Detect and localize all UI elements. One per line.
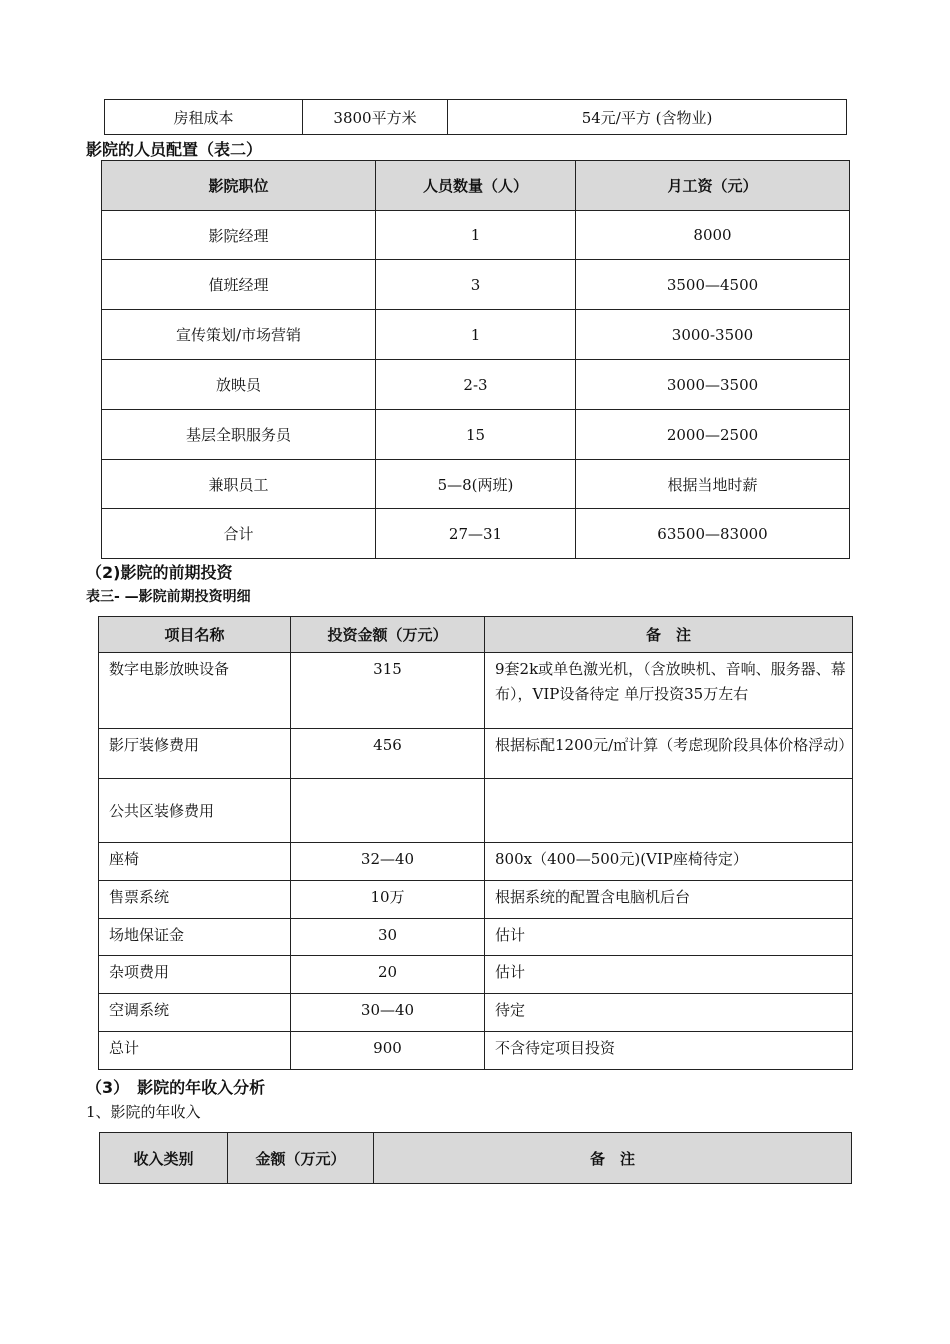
- table-cell: [291, 779, 485, 843]
- table-row: [102, 310, 850, 360]
- table-cell: 1: [376, 211, 576, 260]
- table-row: [99, 843, 853, 881]
- table-cell: 数字电影放映设备: [99, 653, 291, 729]
- table-cell: 800x（400—500元)(VIP座椅待定）: [485, 843, 853, 881]
- table-cell: 15: [376, 410, 576, 460]
- table-cell: 基层全职服务员: [102, 410, 376, 460]
- table-row: [99, 729, 853, 779]
- table-cell: [485, 779, 853, 843]
- table-row: [99, 919, 853, 956]
- table-row: [102, 509, 850, 559]
- table-cell: 456: [291, 729, 485, 779]
- table-cell: 总计: [99, 1032, 291, 1070]
- table-cell: 5—8(两班): [376, 460, 576, 509]
- table-cell: 售票系统: [99, 881, 291, 919]
- table-cell: 2-3: [376, 360, 576, 410]
- table-cell: 10万: [291, 881, 485, 919]
- table-cell: 根据当地时薪: [576, 460, 850, 509]
- rent-table: [104, 99, 847, 135]
- table-row: [99, 881, 853, 919]
- column-header: 月工资（元）: [576, 161, 850, 211]
- table-row: [105, 100, 847, 135]
- column-header: 备 注: [374, 1133, 852, 1184]
- table-cell: 3500—4500: [576, 260, 850, 310]
- table-cell: 32—40: [291, 843, 485, 881]
- table-row: [102, 410, 850, 460]
- table-cell: 不含待定项目投资: [485, 1032, 853, 1070]
- table-cell: 2000—2500: [576, 410, 850, 460]
- table-cell: 900: [291, 1032, 485, 1070]
- table-cell: 3000—3500: [576, 360, 850, 410]
- table-cell: 30—40: [291, 994, 485, 1032]
- investment-table-caption: 表三- —影院前期投资明细: [86, 589, 251, 605]
- staff-section-title: 影院的人员配置（表二）: [86, 140, 263, 159]
- income-table: [99, 1132, 852, 1184]
- table-header-row: [100, 1133, 852, 1184]
- table-cell: 放映员: [102, 360, 376, 410]
- table-cell: 20: [291, 956, 485, 994]
- table-cell: 3800平方米: [303, 100, 448, 135]
- table-cell: 公共区装修费用: [99, 779, 291, 843]
- table-cell: 影院经理: [102, 211, 376, 260]
- table-cell: 54元/平方 (含物业): [448, 100, 847, 135]
- investment-section-title: （2)影院的前期投资: [86, 563, 233, 582]
- table-cell: 根据标配1200元/㎡计算（考虑现阶段具体价格浮动）: [485, 729, 853, 779]
- table-cell: 待定: [485, 994, 853, 1032]
- table-row: [99, 994, 853, 1032]
- table-cell: 27—31: [376, 509, 576, 559]
- column-header: 收入类别: [100, 1133, 228, 1184]
- table-cell: 315: [291, 653, 485, 729]
- table-cell: 杂项费用: [99, 956, 291, 994]
- column-header: 投资金额（万元）: [291, 617, 485, 653]
- staff-table: [101, 160, 850, 559]
- table-cell: 估计: [485, 919, 853, 956]
- table-header-row: [102, 161, 850, 211]
- table-cell: 影厅装修费用: [99, 729, 291, 779]
- table-cell: 30: [291, 919, 485, 956]
- table-row: [102, 460, 850, 509]
- table-row: [102, 211, 850, 260]
- column-header: 人员数量（人）: [376, 161, 576, 211]
- column-header: 金额（万元）: [228, 1133, 374, 1184]
- table-cell: 63500—83000: [576, 509, 850, 559]
- table-cell: 场地保证金: [99, 919, 291, 956]
- table-cell: 估计: [485, 956, 853, 994]
- column-header: 备 注: [485, 617, 853, 653]
- table-row: [99, 1032, 853, 1070]
- table-cell: 3000-3500: [576, 310, 850, 360]
- income-subtitle: 1、影院的年收入: [86, 1103, 201, 1121]
- table-cell: 值班经理: [102, 260, 376, 310]
- table-cell: 1: [376, 310, 576, 360]
- table-cell: 座椅: [99, 843, 291, 881]
- table-cell: 房租成本: [105, 100, 303, 135]
- table-row: [99, 779, 853, 843]
- table-header-row: [99, 617, 853, 653]
- table-cell: 宣传策划/市场营销: [102, 310, 376, 360]
- table-cell: 根据系统的配置含电脑机后台: [485, 881, 853, 919]
- table-cell: 合计: [102, 509, 376, 559]
- table-row: [99, 956, 853, 994]
- table-cell: 空调系统: [99, 994, 291, 1032]
- table-cell: 3: [376, 260, 576, 310]
- table-cell: 兼职员工: [102, 460, 376, 509]
- table-row: [99, 653, 853, 729]
- table-cell: 8000: [576, 211, 850, 260]
- table-row: [102, 360, 850, 410]
- investment-table: [98, 616, 853, 1070]
- table-cell: 9套2k或单色激光机，（含放映机、音响、服务器、幕布），VIP设备待定 单厅投资35万左右: [485, 653, 853, 729]
- table-row: [102, 260, 850, 310]
- income-section-title: （3） 影院的年收入分析: [86, 1078, 266, 1097]
- column-header: 项目名称: [99, 617, 291, 653]
- column-header: 影院职位: [102, 161, 376, 211]
